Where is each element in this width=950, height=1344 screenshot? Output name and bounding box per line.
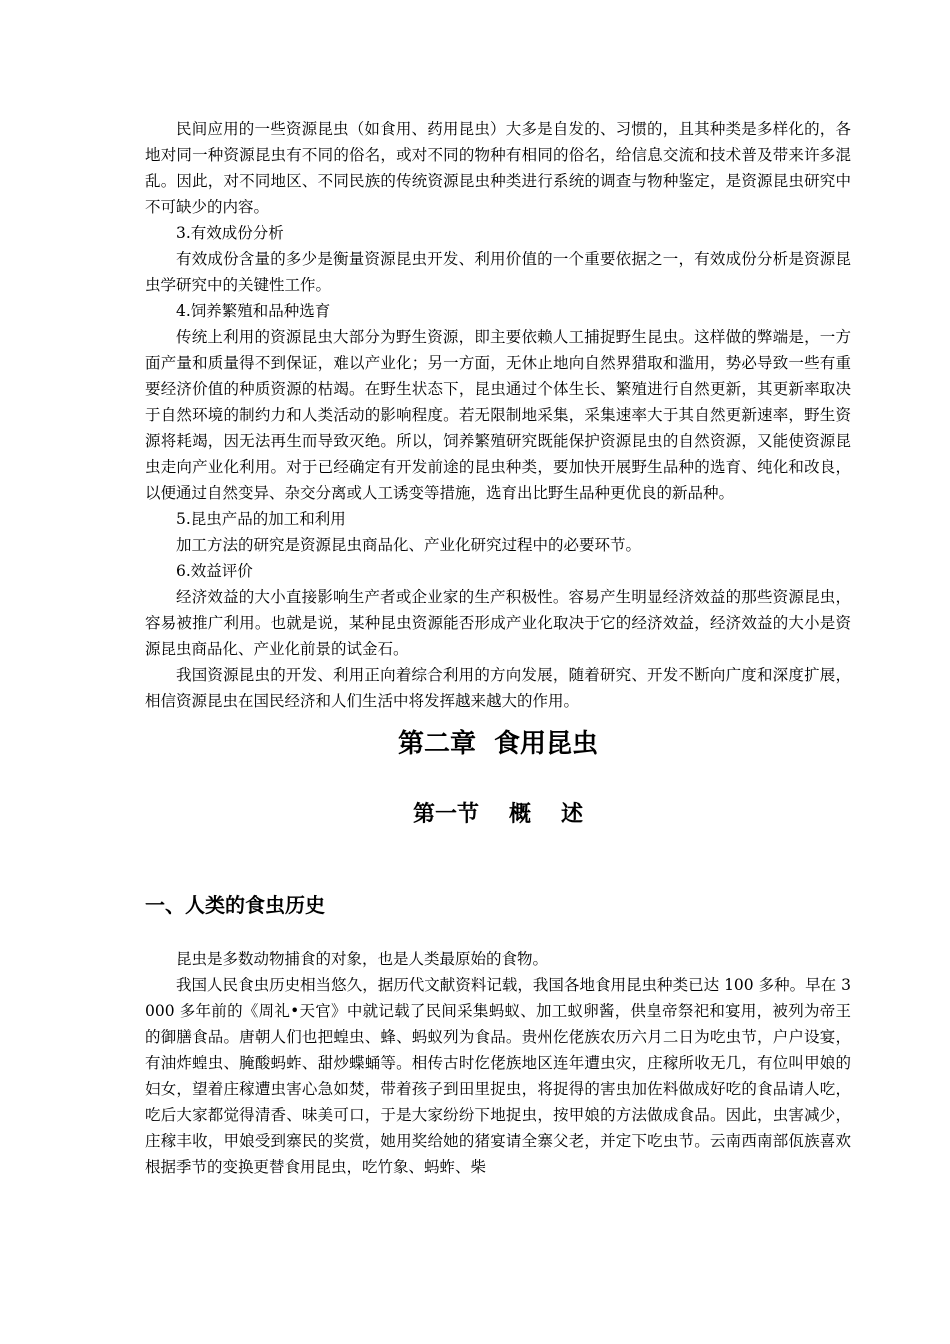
chapter-title: 第二章 食用昆虫 <box>397 729 599 759</box>
section-title-word2: 述 <box>561 802 584 827</box>
section-title <box>145 798 851 832</box>
paragraph-benefit-evaluation: 经济效益的大小直接影响生产者或企业家的生产积极性。容易产生明显经济效益的那些资源昆虫，容易被推广利用。也就是说，某种昆虫资源能否形成产业化取决于它的经济效益，经济效益的大小是资源昆虫商品化、产业化前景的试金石。 <box>145 588 851 658</box>
item-heading-3: 3.有效成份分析 <box>176 224 284 242</box>
paragraph-effective-components: 有效成份含量的多少是衡量资源昆虫开发、利用价值的一个重要依据之一，有效成份分析是资源昆虫学研究中的关键性工作。 <box>145 250 851 294</box>
heading-insect-eating-history: 一、人类的食虫历史 <box>145 893 325 917</box>
paragraph-closing: 我国资源昆虫的开发、利用正向着综合利用的方向发展，随着研究、开发不断向广度和深度扩展，相信资源昆虫在国民经济和人们生活中将发挥越来越大的作用。 <box>145 666 851 710</box>
paragraph-processing: 加工方法的研究是资源昆虫商品化、产业化研究过程中的必要环节。 <box>176 536 642 554</box>
paragraph-primitive-food: 昆虫是多数动物捕食的对象，也是人类最原始的食物。 <box>176 950 549 968</box>
item-heading-6: 6.效益评价 <box>176 562 253 580</box>
item-heading-5: 5.昆虫产品的加工和利用 <box>176 510 346 528</box>
paragraph-chinese-history: 我国人民食虫历史相当悠久，据历代文献资料记载，我国各地食用昆虫种类已达 100 多种。早在 3000 多年前的《周礼•天官》中就记载了民间采集蚂蚁、加工蚁卵酱，供皇帝祭祀和宴用，被列为帝王的御膳食品。唐朝人们也把蝗虫、蜂、蚂蚁列为食品。贵州仡佬族农历六月二日为吃虫节，户户设宴，有油炸蝗虫、腌酸蚂蚱、甜炒蝶蛹等。相传古时仡佬族地区连年遭虫灾，庄稼所收无几，有位叫甲娘的妇女，望着庄稼遭虫害心急如焚，带着孩子到田里捉虫，将捉得的害虫加佐料做成好吃的食品请人吃，吃后大家都觉得清香、味美可口，于是大家纷纷下地捉虫，按甲娘的方法做成食品。因此，虫害减少，庄稼丰收，甲娘受到寨民的奖赏，她用奖给她的猪宴请全寨父老，并定下吃虫节。云南西南部佤族喜欢根据季节的变换更替食用昆虫，吃竹象、蚂蚱、柴 <box>145 976 851 1176</box>
paragraph-breeding: 传统上利用的资源昆虫大部分为野生资源，即主要依赖人工捕捉野生昆虫。这样做的弊端是，一方面产量和质量得不到保证，难以产业化；另一方面，无休止地向自然界猎取和滥用，势必导致一些有重要经济价值的种质资源的枯竭。在野生状态下，昆虫通过个体生长、繁殖进行自然更新，其更新率取决于自然环境的制约力和人类活动的影响程度。若无限制地采集，采集速率大于其自然更新速率，野生资源将耗竭，因无法再生而导致灭绝。所以，饲养繁殖研究既能保护资源昆虫的自然资源，又能使资源昆虫走向产业化利用。对于已经确定有开发前途的昆虫种类，要加快开展野生品种的选育、纯化和改良，以便通过自然变异、杂交分离或人工诱变等措施，选育出比野生品种更优良的新品种。 <box>145 328 851 502</box>
document-page <box>145 116 851 1180</box>
section-title-word1: 概 <box>508 802 531 827</box>
paragraph-species-survey: 民间应用的一些资源昆虫（如食用、药用昆虫）大多是自发的、习惯的，且其种类是多样化的，各地对同一种资源昆虫有不同的俗名，或对不同的物种有相同的俗名，给信息交流和技术普及带来许多混乱。因此，对不同地区、不同民族的传统资源昆虫种类进行系统的调查与物种鉴定，是资源昆虫研究中不可缺少的内容。 <box>145 120 851 216</box>
section-title-prefix: 第一节 <box>412 802 479 827</box>
item-heading-4: 4.饲养繁殖和品种选育 <box>176 302 331 320</box>
